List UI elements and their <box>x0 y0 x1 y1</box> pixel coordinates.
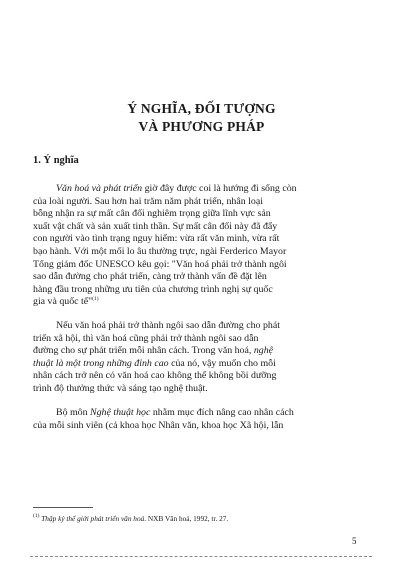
footnote-title: Thập kỷ thế giới phát triển văn hoá <box>41 514 145 523</box>
paragraph-line: Bộ môn Nghệ thuật học nhằm mục đích nâng cao nhân cách <box>56 407 294 418</box>
paragraph-line: bỗng nhận ra sự mất cân đối nghiêm trọng giữa lĩnh vực sản <box>33 208 271 219</box>
footnote-mark: (1) <box>33 513 40 519</box>
bottom-edge-line <box>30 556 372 557</box>
page-number: 5 <box>352 536 357 546</box>
emphasis-text: thuật là một trong những đỉnh cao <box>33 358 169 369</box>
emphasis-text: nghệ <box>253 345 274 356</box>
footnote-divider <box>33 507 93 508</box>
page-title-line-2: VÀ PHƯƠNG PHÁP <box>138 119 265 134</box>
footnote-ref: (1) <box>92 296 99 302</box>
emphasis-text: Nghệ thuật học <box>90 407 151 418</box>
paragraph-line: con người vào tình trạng nguy hiểm: vừa rất văn minh, vừa rất <box>33 233 280 244</box>
paragraph-line: đường cho sự phát triển mỗi nhân cách. Trong văn hoá, nghệ <box>33 345 274 356</box>
paragraph-line: sao dẫn đường cho phát triển, càng trở thành vấn đề đặt lên <box>33 271 267 282</box>
paragraph-line: Tổng giám đốc UNESCO kêu gọi: "Văn hoá phải trở thành ngôi <box>33 259 287 270</box>
paragraph-line: hàng đầu trong những ưu tiên của chương trình nghị sự quốc <box>33 284 273 295</box>
section-heading: 1. Ý nghĩa <box>33 155 79 166</box>
paragraph-line: của loài người. Sau hơn hai trăm năm phát triển, nhân loại <box>33 196 263 207</box>
paragraph-line: trình độ thưởng thức và sáng tạo nghệ thuật. <box>33 383 208 394</box>
page-title-line-1: Ý NGHĨA, ĐỐI TƯỢNG <box>127 101 276 116</box>
paragraph-line: triển xã hội, thì văn hoá cũng phải trở thành ngôi sao dẫn <box>33 333 259 344</box>
paragraph-line: xuất vật chất và sản xuất tinh thần. Sự mất cân đối này đã đẩy <box>33 221 278 232</box>
emphasis-text: Văn hoá và phát triển <box>56 183 143 194</box>
paragraph-line: gia và quốc tế"$^{(1)}$ <box>33 296 99 307</box>
paragraph-line: nhân cách trở nên có văn hoá cao không thể không bồi dưỡng <box>33 370 277 381</box>
paragraph-line: của mỗi sinh viên (cả khoa học Nhân văn, khoa học Xã hội, lẫn <box>33 420 284 431</box>
paragraph-line: Văn hoá và phát triển giờ đây được coi là hướng đi sống còn <box>56 183 297 194</box>
footnote: $^{(1)}$ Thập kỷ thế giới phát triển văn hoá. NXB Văn hoá, 1992, tr. 27. <box>33 513 229 523</box>
paragraph-line: thuật là một trong những đỉnh cao của nó, vậy muốn cho mỗi <box>33 358 276 369</box>
paragraph-line: bạo hành. Với một mối lo âu thường trực, ngài Ferderico Mayor <box>33 246 287 257</box>
paragraph-line: Nếu văn hoá phải trở thành ngôi sao dẫn đường cho phát <box>56 320 280 331</box>
